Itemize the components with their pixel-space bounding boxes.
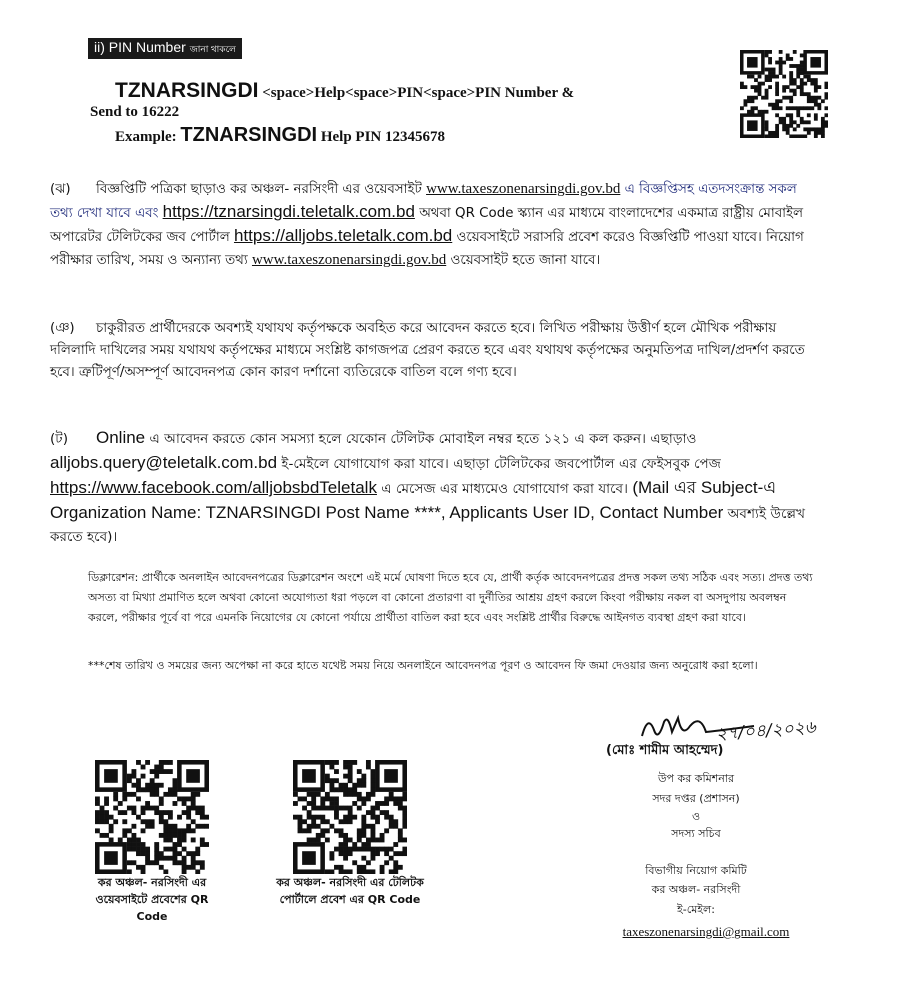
qr-website-caption: কর অঞ্চল- নরসিংদী এর ওয়েবসাইটে প্রবেশের QR Code: [95, 876, 209, 923]
sms-format-line: TZNARSINGDI <space>Help<space>PIN<space>PIN Number &: [115, 79, 575, 102]
signatory-role: সদস্য সচিব: [671, 827, 721, 840]
sms-send-to: Send to 16222: [90, 104, 180, 120]
website-link-2[interactable]: www.taxeszonenarsingdi.gov.bd: [251, 252, 447, 268]
signatory-office: সদর দপ্তর (প্রশাসন): [652, 792, 740, 805]
committee-name: বিভাগীয় নিয়োগ কমিটি: [645, 864, 747, 877]
support-email[interactable]: alljobs.query@teletalk.com.bd: [50, 453, 278, 472]
signatory-name: (মোঃ শামীম আহম্মেদ): [606, 743, 724, 758]
declaration-label: ডিক্লারেশন:: [88, 571, 139, 584]
website-link[interactable]: www.taxeszonenarsingdi.gov.bd: [426, 181, 621, 197]
declaration: ডিক্লারেশন: প্রার্থীকে অনলাইন আবেদনপত্রের ডিক্লারেশন অংশে এই মর্মে ঘোষণা দিতে হবে যে, প্রার্থী কর্তৃক আবেদনপত্রের প্রদত্ত সকল তথ্য সঠিক এবং সত্য। প্রদত্ত তথ্য অসত্য বা মিথ্যা প্রমাণিত হলে অথবা কোনো অযোগ্যতা ধরা পড়লে বা কোনো প্রতারণা বা দুর্নীতির আশ্রয় গ্রহণ করলে কিংবা পরীক্ষায় নকল বা অসদুপায় অবলম্বন করলে, পরীক্ষার পূর্বে বা পরে এমনকি নিয়োগের যে কোনো পর্যায়ে প্রার্থীতা বাতিল করা হবে এবং সংশ্লিষ্ট প্রার্থীর বিরুদ্ধে আইনগত ব্যবস্থা গ্রহণ করা যাবে।: [88, 571, 813, 624]
paragraph-jha: (ঝ) বিজ্ঞপ্তিটি পত্রিকা ছাড়াও কর অঞ্চল- নরসিংদী এর ওয়েবসাইট www.taxeszonenarsingdi.gov.bd এ বিজ্ঞপ্তিসহ এতদসংক্রান্ত সকল তথ্য দেখা যাবে এবং https://tznarsingdi.teletalk.com.bd অথবা QR Code স্ক্যান এর মাধ্যমে বাংলাদেশের একমাত্র রাষ্ট্রীয় মোবাইল অপারেটর টেলিটকের জব পোর্টাল https://alljobs.teletalk.com.bd ওয়েবসাইটে সরাসরি প্রবেশ করেও বিজ্ঞপ্তিটি পাওয়া যাবে। নিয়োগ পরীক্ষার তারিখ, সময় ও অন্যান্য তথ্য www.taxeszonenarsingdi.gov.bd ওয়েবসাইট হতে জানা যাবে।: [50, 181, 804, 268]
facebook-page-link[interactable]: https://www.facebook.com/alljobsbdTeletalk: [50, 478, 377, 497]
paragraph-ta: (ট) Online এ আবেদন করতে কোন সমস্যা হলে যেকোন টেলিটক মোবাইল নম্বর হতে ১২১ এ কল করুন। এছাড়াও alljobs.query@teletalk.com.bd ই-মেইলে যোগাযোগ করা যাবে। এছাড়া টেলিটকের জবপোর্টাল এর ফেইসবুক পেজ https://www.facebook.com/alljobsbdTeletalk এ মেসেজ এর মাধ্যমেও যোগাযোগ করা যাবে। (Mail এর Subject-এ Organization Name: TZNARSINGDI Post Name ****, Applicants User ID, Contact Number অবশ্যই উল্লেখ করতে হবে)।: [50, 428, 806, 545]
signatory-title: উপ কর কমিশনার: [657, 772, 735, 785]
pin-number-label: ii) PIN Number জানা থাকলে: [88, 38, 242, 59]
paragraph-nya: (ঞ) চাকুরীরত প্রার্থীদেরকে অবশ্যই যথাযথ কর্তৃপক্ষকে অবহিত করে আবেদন করতে হবে। লিখিত পরীক্ষায় উত্তীর্ণ হলে মৌখিক পরীক্ষায় দলিলাদি দাখিলের সময় যথাযথ কর্তৃপক্ষের মাধ্যমে সংশ্লিষ্ট কাগজপত্র প্রেরণ করতে হবে এবং যথাযথ কর্তৃপক্ষের অনুমতিপত্র দাখিল/প্রদর্শণ করতে হবে। ত্রুটিপূর্ণ/অসম্পূর্ণ আবেদনপত্র কোন কারণ দর্শানো ব্যতিরেকে বাতিল বলে গণ্য হবে।: [50, 318, 810, 384]
qr-code-top-right: [740, 50, 828, 138]
deadline-note: ***শেষ তারিখ ও সময়ের জন্য অপেক্ষা না করে হাতে যথেষ্ট সময় নিয়ে অনলাইনে আবেদনপত্র পূরণ ও আবেদন ফি জমা দেওয়ার জন্য অনুরোধ করা হলো।: [88, 659, 758, 672]
teletalk-portal-link[interactable]: https://tznarsingdi.teletalk.com.bd: [162, 202, 415, 221]
alljobs-link[interactable]: https://alljobs.teletalk.com.bd: [233, 226, 453, 245]
sms-example: Example: TZNARSINGDI Help PIN 12345678: [115, 124, 446, 146]
qr-code-website: [95, 760, 209, 874]
paragraph-marker: (ঞ): [50, 321, 75, 336]
qr-code-teletalk: [293, 760, 407, 874]
paragraph-marker: (ট): [50, 431, 69, 447]
qr-teletalk-caption: কর অঞ্চল- নরসিংদী এর টেলিটক পোর্টালে প্রবেশ এর QR Code: [276, 876, 424, 906]
office-name: কর অঞ্চল- নরসিংদী: [651, 883, 741, 896]
signature-date: ২৭/০৪/২০২৬: [715, 717, 817, 745]
contact-email[interactable]: taxeszonenarsingdi@gmail.com: [622, 924, 790, 939]
paragraph-marker: (ঝ): [50, 182, 71, 197]
email-label: ই-মেইল:: [677, 903, 715, 916]
